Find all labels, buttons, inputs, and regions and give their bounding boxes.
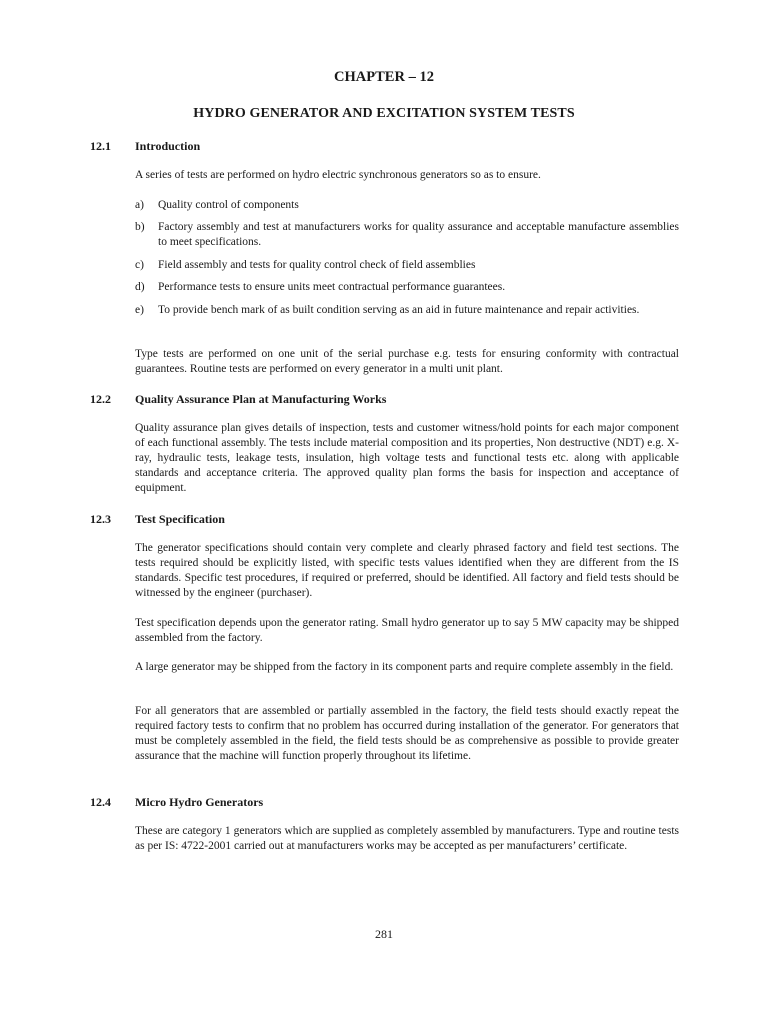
section-heading-introduction: Introduction [135,139,201,153]
intro-paragraph: A series of tests are performed on hydro electric synchronous generators so as to ensure. [135,169,541,181]
section-number-12-3: 12.3 [90,512,111,526]
list-text: Quality control of components [158,199,299,211]
section-number-12-2: 12.2 [90,392,111,406]
section-number-12-1: 12.1 [90,139,111,153]
list-marker: e) [135,304,144,316]
section-heading-quality-assurance: Quality Assurance Plan at Manufacturing Works [135,392,387,406]
list-text: Factory assembly and test at manufacturers works for quality assurance and acceptable manufacture assemblies to meet specifications. [158,221,679,248]
quality-plan-paragraph: Quality assurance plan gives details of inspection, tests and customer witness/hold points for each major component of each functional assembly. The tests include material composition and its properties, Non destructive (NDT) e.g. X-ray, hydraulic tests, leakage tests, insulation, high voltage tests and functional tests etc. along with applicable standards and acceptance criteria. The approved quality plan forms the basis for inspection and acceptance of equipment. [135,422,679,494]
list-text: Field assembly and tests for quality control check of field assemblies [158,259,476,271]
list-marker: d) [135,281,145,293]
rating-paragraph: Test specification depends upon the generator rating. Small hydro generator up to say 5 MW capacity may be shipped assembled from the factory. [135,617,679,644]
large-generator-paragraph: A large generator may be shipped from the factory in its component parts and require complete assembly in the field. [135,661,674,673]
micro-hydro-paragraph: These are category 1 generators which are supplied as completely assembled by manufacturers. Type and routine tests as per IS: 4722-2001 carried out at manufacturers works may be accepted as per manufacturers’ certificate. [135,825,679,852]
specification-paragraph: The generator specifications should contain very complete and clearly phrased factory and field test sections. The tests required should be explicitly listed, with specific tests values identified when they are different from the IS standards. Specific test procedures, if required or preferred, should be identified. All factory and field tests should be witnessed by the engineer (purchaser). [135,542,679,599]
page-number: 281 [375,927,393,941]
field-tests-paragraph: For all generators that are assembled or partially assembled in the factory, the field tests should exactly repeat the required factory tests to confirm that no problem has occurred during installation of the generator. For generators that must be completely assembled in the field, the field tests should be as comprehensive as possible to provide greater assurance that the machine will function properly throughout its lifetime. [135,705,679,762]
chapter-title: HYDRO GENERATOR AND EXCITATION SYSTEM TESTS [193,106,575,121]
type-tests-paragraph: Type tests are performed on one unit of the serial purchase e.g. tests for ensuring conformity with contractual guarantees. Routine tests are performed on every generator in a multi unit plant. [135,348,679,375]
section-heading-micro-hydro: Micro Hydro Generators [135,795,264,809]
section-number-12-4: 12.4 [90,795,111,809]
section-heading-test-specification: Test Specification [135,512,225,526]
list-text: Performance tests to ensure units meet contractual performance guarantees. [158,281,506,293]
list-text: To provide bench mark of as built condition serving as an aid in future maintenance and repair activities. [158,304,640,316]
list-marker: b) [135,221,145,233]
list-marker: a) [135,199,144,211]
chapter-label: CHAPTER – 12 [334,69,434,85]
list-marker: c) [135,259,144,271]
